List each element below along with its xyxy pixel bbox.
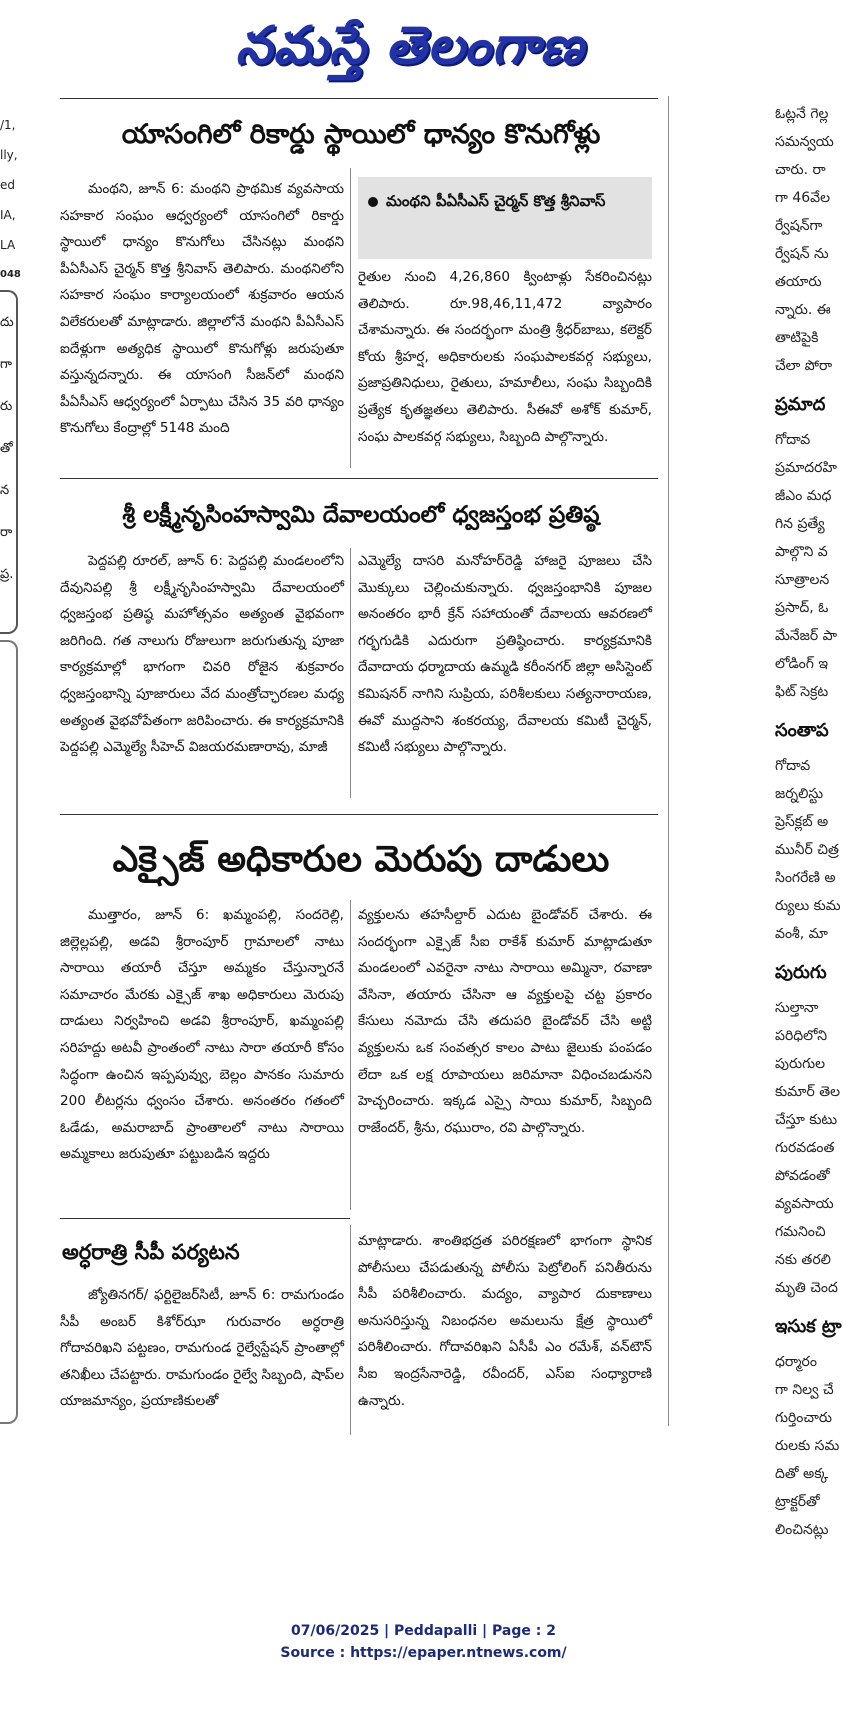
article3-column-2 — [358, 902, 652, 1220]
right-strip-heading: సంతాప — [775, 720, 829, 741]
right-strip-line: ఫిట్ సెక్రట — [775, 684, 829, 700]
right-strip-heading: పురుగు — [775, 962, 827, 983]
left-box-line: దు — [0, 315, 14, 330]
left-strip-line: LA — [0, 238, 16, 252]
right-strip-line: చారు. రా — [775, 162, 826, 178]
right-strip-line: వంశీ, మా — [775, 926, 828, 942]
right-strip-line: న్నారు. ఈ — [775, 302, 831, 318]
article1-body-1: మంథని, జూన్ 6: మంథని ప్రాథమిక వ్యవసాయ సహకార సంఘం ఆధ్వర్యంలో యాసంగిలో రికార్డు స్థాయిలో ధాన్యం కొనుగోలు చేసినట్లు మంథని పీఏసీఎస్ చైర్మన్ కొత్త శ్రీనివాస్ తెలిపారు. మంథనిలోని సహకార సంఘం కార్యాలయంలో శుక్రవారం ఆయన విలేకరులతో మాట్లాడారు. జిల్లాలోనే మంథని పీఏసీఎస్ ఐదేళ్లుగా అత్యధిక స్థాయిలో కొనుగోళ్లు జరుపుతూ వస్తున్నదన్నారు. ఈ యాసంగి సీజన్‌లో మంథని పీఏసీఎస్ ఆధ్వర్యంలో ఏర్పాటు చేసిన 35 వరి ధాన్యం కొనుగోలు కేంద్రాల్లో 5148 మంది — [60, 181, 344, 437]
article2-body-1: పెద్దపల్లి రూరల్, జూన్ 6: పెద్దపల్లి మండలంలోని దేవునిపల్లి శ్రీ లక్ష్మీనృసింహస్వామి దేవాలయంలో ధ్వజస్తంభ ప్రతిష్ఠ మహోత్సవం అత్యంత వైభవంగా జరిగింది. గత నాలుగు రోజులుగా జరుగుతున్న పూజా కార్యక్రమాల్లో భాగంగా చివరి రోజైన శుక్రవారం ధ్వజస్తంభాన్ని పూజారులు వేద మంత్రోచ్ఛారణల మధ్య అత్యంత వైభవోపేతంగా జరిపించారు. ఈ కార్యక్రమానికి పెద్దపల్లి ఎమ్మెల్యే సీహెచ్ విజయరమణారావు, మాజీ — [60, 553, 344, 756]
right-strip-line: పోవడంతో — [775, 1168, 830, 1184]
right-strip-line: ప్రమాదరహి — [775, 460, 837, 476]
left-partial-column — [0, 110, 21, 290]
masthead-logo: నమస్తే తెలంగాణ — [235, 16, 585, 76]
right-column-divider — [668, 96, 669, 1426]
article3-column-1 — [60, 902, 344, 1220]
right-strip-line: తయారు — [775, 274, 822, 290]
right-strip-line: రులకు సమ — [775, 1438, 840, 1454]
right-strip-line: గా 46వేల — [775, 190, 831, 206]
article1-divider — [350, 168, 351, 468]
right-strip-line: కుమార్ తెల — [775, 1084, 841, 1100]
masthead — [0, 0, 847, 90]
article2-column-1 — [60, 548, 344, 810]
left-strip-line: lly, — [0, 148, 18, 162]
right-strip-line: సూత్రాలన — [775, 572, 830, 588]
article3-body-1: ముత్తారం, జూన్ 6: ఖమ్మంపల్లి, సందరెల్లి, జిల్లెల్లపల్లి, అడవి శ్రీరాంపూర్ గ్రామాలలో నాటు సారాయి తయారీ చేస్తూ అమ్మకం చేస్తున్నారనే సమాచారం మేరకు ఎక్సైజ్ శాఖ అధికారులు మెరుపు దాడులు నిర్వహించి అడవి శ్రీరాంపూర్, ఖమ్మంపల్లి సరిహద్దు అటవీ ప్రాంతంలో నాటు సారా తయారీ కోసం సిద్ధంగా ఉంచిన ఇప్పపువ్వు, బెల్లం పానకం సుమారు 200 లీటర్లను ధ్వంసం చేశారు. అనంతరం గతంలో ఓడేడు, అమరాబాద్ ప్రాంతాలలో నాటు సారాయి అమ్మకాలు జరుపుతూ పట్టుబడిన ఇద్దరు — [60, 907, 344, 1163]
left-strip-line: 048 — [0, 269, 21, 280]
right-strip-line: ఓట్లనే గెల్ల — [775, 106, 829, 122]
right-strip-line: మృతి చెంద — [775, 1280, 838, 1296]
right-partial-column — [775, 100, 847, 1544]
right-strip-line: లోడింగ్ ఇ — [775, 656, 829, 672]
right-strip-line: ట్రాక్టర్‌తో — [775, 1494, 820, 1510]
bullet-icon — [368, 197, 378, 207]
left-strip-line: ed — [0, 178, 15, 192]
left-partial-ad-box — [0, 640, 18, 1424]
article3-body-2: వ్యక్తులను తహసీల్దార్ ఎదుట బైండోవర్ చేశారు. ఈ సందర్భంగా ఎక్సైజ్ సీఐ రాకేశ్ కుమార్ మాట్లాడుతూ మండలంలో ఎవరైనా నాటు సారాయి అమ్మినా, రవాణా వేసినా, తయారు చేసినా ఆ వ్యక్తులపై చట్ట ప్రకారం కేసులు నమోదు చేసి తదుపరి బైండోవర్ చేసి అట్టి వ్యక్తులను ఒక సంవత్సర కాలం పాటు జైలుకు పంపడం లేదా ఒక లక్ష రూపాయలు జరిమానా విధించబడునని హెచ్చరించారు. ఇక్కడ ఎస్సై సాయి కుమార్, సిబ్బంది రాజేందర్, శ్రీను, రఘురాం, రవి పాల్గొన్నారు. — [358, 907, 652, 1136]
right-strip-line: జర్నలిస్టు — [775, 786, 824, 802]
right-strip-line: సుల్తానా — [775, 1000, 819, 1016]
right-strip-line: పరిధిలోని — [775, 1028, 828, 1044]
right-strip-line: పురుగుల — [775, 1056, 826, 1072]
article2-body-2: ఎమ్మెల్యే దాసరి మనోహర్‌రెడ్డి హాజరై పూజలు చేసి మొక్కులు చెల్లించుకున్నారు. ధ్వజస్తంభానికి పూజల అనంతరం భారీ క్రేన్ సహాయంతో దేవాలయ ఆవరణలో గర్భగుడికి ఎదురుగా ప్రతిష్ఠించారు. కార్యక్రమానికి దేవాదాయ ధర్మాదాయ ఉమ్మడి కరీంనగర్ జిల్లా అసిస్టెంట్ కమిషనర్ నాగిని సుప్రియ, పరిశీలకులు సత్యనారాయణ, ఈవో ముద్దసాని శంకరయ్య, దేవాలయ కమిటీ చైర్మన్, కమిటీ సభ్యులు పాల్గొన్నారు. — [358, 553, 652, 756]
right-strip-line: ర్వేషన్ ను — [775, 246, 829, 262]
right-strip-line: ధర్మారం — [775, 1354, 817, 1370]
right-strip-line: ర్వేషన్‌గా — [775, 218, 823, 234]
right-strip-line: ర్యులు కుమ — [775, 898, 841, 914]
left-box-line: తో — [0, 441, 13, 456]
left-partial-box — [0, 290, 18, 634]
right-strip-line: గమనించి — [775, 1224, 826, 1240]
article1-highlight-box — [358, 177, 652, 259]
footer-source-line: Source : https://epaper.ntnews.com/ — [280, 1645, 567, 1661]
right-strip-line: చేలా పోరా — [775, 358, 833, 374]
right-strip-line: గిన ప్రత్యే — [775, 516, 825, 532]
article2-divider — [350, 548, 351, 798]
left-strip-line: /1, — [0, 118, 16, 132]
article4-headline: అర్ధరాత్రి సీపీ పర్యటన — [62, 1240, 240, 1264]
rule-after-article2 — [60, 814, 658, 815]
left-box-line: రు — [0, 399, 13, 414]
right-strip-line: గోదావ — [775, 758, 811, 774]
article3-headline: ఎక్సైజ్ అధికారుల మెరుపు దాడులు — [112, 839, 610, 880]
right-strip-line: చేస్తూ కుటు — [775, 1112, 838, 1128]
article2-headline: శ్రీ లక్ష్మీనృసింహస్వామి దేవాలయంలో ధ్వజస్తంభ ప్రతిష్ఠ — [122, 502, 600, 528]
right-strip-line: సింగరేణి అ — [775, 870, 836, 886]
page-footer — [0, 1620, 847, 1664]
right-strip-line: పాల్గొని వ — [775, 544, 828, 560]
left-box-line: గా — [0, 357, 12, 372]
article1-headline: యాసంగిలో రికార్డు స్థాయిలో ధాన్యం కొనుగోళ్లు — [121, 119, 601, 150]
right-strip-line: గోదావ — [775, 432, 811, 448]
footer-edition-line: 07/06/2025 | Peddapalli | Page : 2 — [291, 1623, 556, 1639]
right-strip-line: మునీర్ చిత్ర — [775, 842, 839, 858]
right-strip-line: వ్యవసాయ — [775, 1196, 834, 1212]
article4-body-1: జ్యోతినగర్/ ఫర్టిలైజర్‌సిటీ, జూన్ 6: రామగుండం సీపీ అంబర్ కిశోర్‌ఝా గురువారం అర్ధరాత్రి గోదావరిఖని పట్టణం, రామగుండ రైల్వేస్టేషన్ ప్రాంతాల్లో తనిఖీలు చేపట్టారు. రామగుండం రైల్వే సిబ్బంది, షాప్‌ల యాజమాన్యం, ప్రయాణికులతో — [60, 1287, 344, 1410]
right-strip-line: లించినట్లు — [775, 1522, 829, 1538]
article1-column-2 — [358, 264, 652, 474]
article1-column-1 — [60, 176, 344, 472]
rule-after-article1 — [60, 478, 658, 479]
right-strip-line: జీఎం మధ — [775, 488, 832, 504]
left-strip-line: IA, — [0, 208, 16, 222]
article4-column-2 — [358, 1228, 652, 1438]
article1-body-2: రైతుల నుంచి 4,26,860 క్వింటాళ్లు సేకరించినట్లు తెలిపారు. రూ.98,46,11,472 వ్యాపారం చేశామన్నారు. ఈ సందర్భంగా మంత్రి శ్రీధర్‌బాబు, కలెక్టర్ కోయ శ్రీహర్ష, అధికారులకు సంఘపాలకవర్గ సభ్యులు, ప్రజాప్రతినిధులు, రైతులు, హమాలీలు, సంఘ సిబ్బందికి ప్రత్యేక కృతజ్ఞతలు తెలిపారు. సీఈవో అశోక్ కుమార్, సంఘ పాలకవర్గ సభ్యులు, సిబ్బంది పాల్గొన్నారు. — [358, 269, 652, 445]
right-strip-line: గురవడంత — [775, 1140, 835, 1156]
left-box-line: రా — [0, 525, 13, 540]
right-strip-line: మేనేజర్ పా — [775, 628, 838, 644]
right-strip-line: గా నిల్వ చే — [775, 1382, 834, 1398]
left-box-line: న — [0, 483, 10, 498]
article4-divider — [350, 1225, 351, 1435]
right-strip-line: గుర్తించారు — [775, 1410, 832, 1426]
right-strip-heading: ఇసుక ట్రా — [775, 1316, 842, 1337]
right-strip-line: దితో అక్క — [775, 1466, 829, 1482]
right-strip-line: ప్రసాద్, ఓ — [775, 600, 829, 616]
right-strip-line: తాటిపైకి — [775, 330, 819, 346]
right-strip-line: సమన్వయ — [775, 134, 834, 150]
left-box-line: ప్ర. — [0, 567, 14, 582]
article1-highlight-text: మంథని పీఏసీఎస్ చైర్మన్ కొత్త శ్రీనివాస్ — [386, 192, 606, 210]
rule-top — [60, 98, 658, 99]
article3-divider — [350, 900, 351, 1210]
right-strip-line: నకు తరలి — [775, 1252, 831, 1268]
right-strip-heading: ప్రమాద — [775, 394, 826, 415]
article4-column-1 — [60, 1282, 344, 1432]
right-strip-line: ప్రెస్‌క్లబ్ అ — [775, 814, 829, 830]
article2-column-2 — [358, 548, 652, 810]
article4-body-2: మాట్లాడారు. శాంతిభద్రత పరిరక్షణలో భాగంగా స్థానిక పోలీసులు చేపడుతున్న పోలీసు పెట్రోలింగ్ పనితీరును సీపీ పరిశీలించారు. మద్యం, వ్యాపార దుకాణాలు అనుసరిస్తున్న నిబంధనల అమలును క్షేత్ర స్థాయిలో పరిశీలించారు. గోదావరిఖని ఏసీపీ ఎం రమేశ్, వన్‌టౌన్ సీఐ ఇంద్రసేనారెడ్డి, రవీందర్, ఎస్ఐ సంధ్యారాణి ఉన్నారు. — [358, 1233, 652, 1409]
